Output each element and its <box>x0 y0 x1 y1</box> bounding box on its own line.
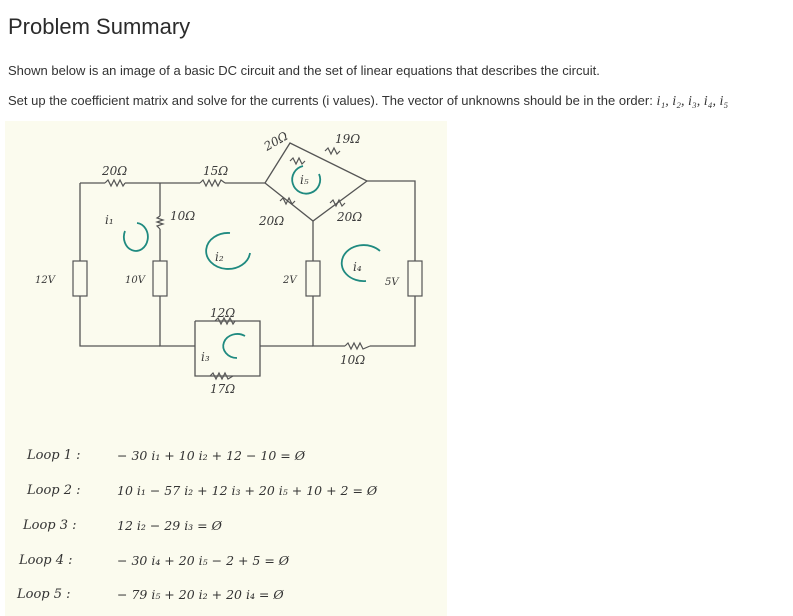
label-i3: i₃ <box>201 350 210 364</box>
label-i4: i₄ <box>353 260 362 274</box>
label-r-12: 12Ω <box>210 306 236 320</box>
label-i2: i₂ <box>215 250 224 264</box>
loop2-equation: 10 i₁ − 57 i₂ + 12 i₃ + 20 i₅ + 10 + 2 = Ø <box>117 483 378 498</box>
loop5-equation: − 79 i₅ + 20 i₂ + 20 i₄ = Ø <box>117 587 284 602</box>
label-v-2: 2V <box>283 275 297 286</box>
label-i5: i₅ <box>300 173 309 187</box>
unknowns-vector: i₁, i₂, i₃, i₄, i₅ <box>656 94 729 109</box>
loop3-equation: 12 i₂ − 29 i₃ = Ø <box>117 518 222 533</box>
label-i1: i₁ <box>105 213 114 227</box>
label-r-10-a: 10Ω <box>170 209 196 223</box>
label-r-20-d: 20Ω <box>337 210 363 224</box>
label-v-10: 10V <box>125 275 145 286</box>
loop4-equation: − 30 i₄ + 20 i₅ − 2 + 5 = Ø <box>117 553 290 568</box>
loop1-label: Loop 1 : <box>27 448 81 463</box>
intro-text-2 <box>8 93 728 110</box>
label-v-5: 5V <box>385 277 399 288</box>
label-r-19: 19Ω <box>335 132 361 146</box>
circuit-figure <box>5 121 447 616</box>
loop1-equation: − 30 i₁ + 10 i₂ + 12 − 10 = Ø <box>117 448 305 463</box>
circuit-labels <box>35 129 400 396</box>
label-r-15: 15Ω <box>203 164 229 178</box>
label-v-12: 12V <box>35 275 55 286</box>
page-title: Problem Summary <box>8 14 191 39</box>
label-r-20-b: 20Ω <box>261 128 291 154</box>
loop3-label: Loop 3 : <box>23 518 77 533</box>
intro-text-1: Shown below is an image of a basic DC circuit and the set of linear equations that describes the circuit. <box>8 63 600 78</box>
circuit-diagram <box>5 121 447 616</box>
instruction-text: Set up the coefficient matrix and solve for the currents (i values). The vector of unknowns should be in the order: <box>8 93 653 108</box>
label-r-20-c: 20Ω <box>259 214 285 228</box>
label-r-17: 17Ω <box>210 382 236 396</box>
label-r-10-b: 10Ω <box>340 353 366 367</box>
loop5-label: Loop 5 : <box>17 587 71 602</box>
loop4-label: Loop 4 : <box>19 553 73 568</box>
label-r-20-a: 20Ω <box>102 164 128 178</box>
loop2-label: Loop 2 : <box>27 483 81 498</box>
